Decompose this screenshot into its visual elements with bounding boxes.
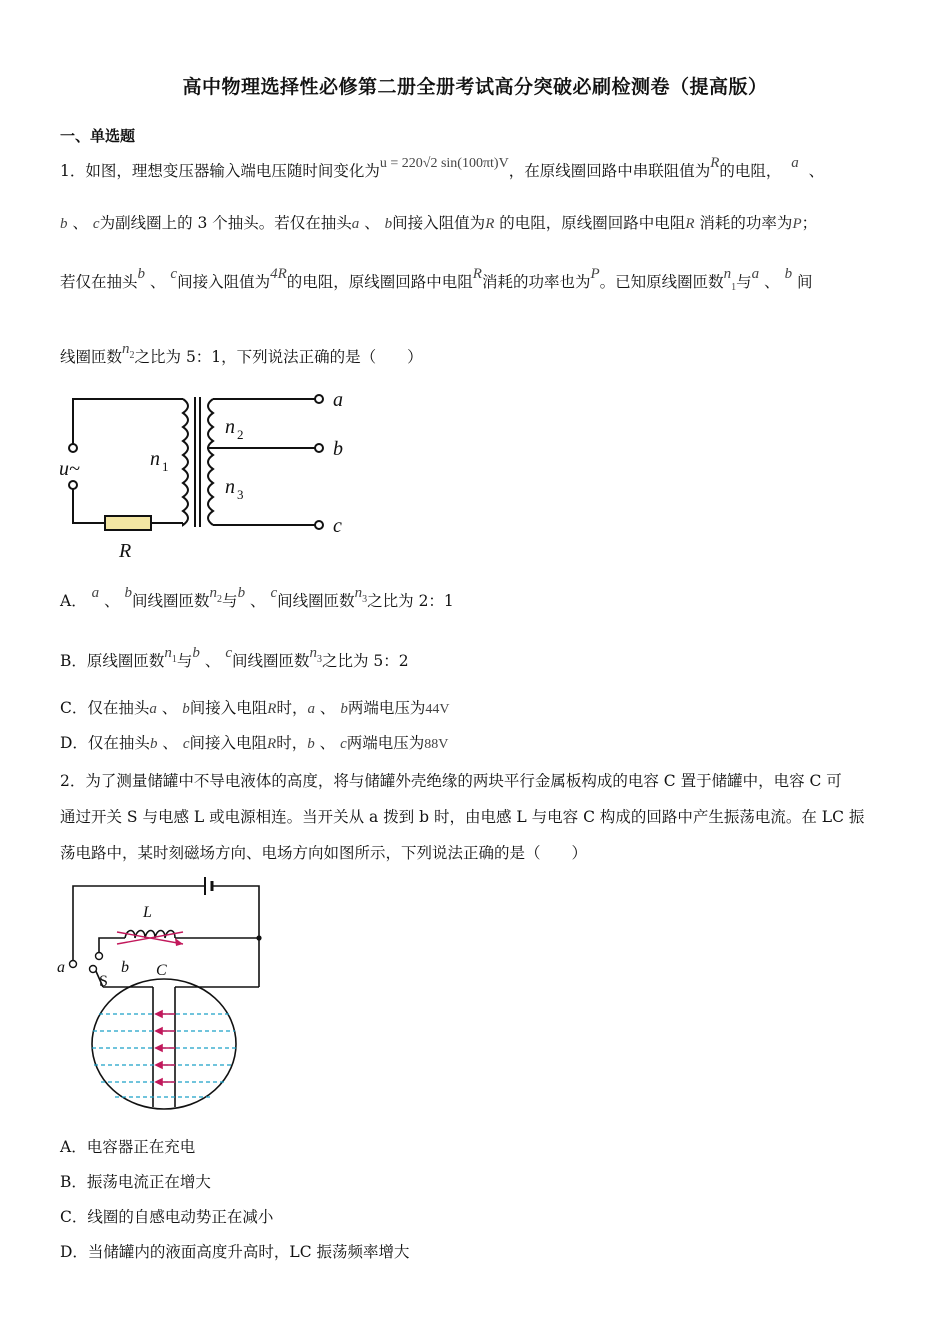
- svg-text:1: 1: [162, 459, 169, 474]
- q1-voltage-formula: u = 220√2 sin(100πt)V: [379, 156, 509, 171]
- q2-line-2: 通过开关 S 与电感 L 或电源相连。当开关从 a 拨到 b 时，由电感 L 与电容 C 构成的回路中产生振荡电流。在 LC 振: [60, 808, 865, 826]
- fig1-n1-label: n: [150, 448, 160, 470]
- fig2-c-label: C: [156, 962, 167, 979]
- fig2-a-label: a: [57, 959, 65, 976]
- section-heading: 一、单选题: [60, 127, 136, 145]
- fig1-b-label: b: [333, 438, 343, 460]
- q1-option-d: D．仅在抽头b 、 c间接入电阻R时，b 、 c两端电压为88V: [60, 734, 449, 752]
- page-title: 高中物理选择性必修第二册全册考试高分突破必刷检测卷（提高版）: [182, 76, 768, 98]
- svg-text:2: 2: [237, 427, 244, 442]
- q1-option-a: A． a 、 b间线圈匝数$n^2$与b 、 c间线圈匝数$n^3$之比为 2：1: [60, 585, 454, 610]
- q2-option-a: A．电容器正在充电: [60, 1138, 196, 1156]
- fig1-a-label: a: [333, 389, 343, 411]
- q1-option-c: C．仅在抽头a 、 b间接入电阻R时，a 、 b两端电压为44V: [60, 699, 450, 717]
- q2-option-d: D．当储罐内的液面高度升高时，LC 振荡频率增大: [60, 1243, 410, 1261]
- q1-line-2: b 、 c为副线圈上的 3 个抽头。若仅在抽头a 、 b间接入阻值为R 的电阻，原线圈回路中电阻R 消耗的功率为P；: [60, 214, 818, 232]
- q1-line-3: 若仅在抽头b 、 c间接入阻值为4R的电阻，原线圈回路中电阻R消耗的功率也为P。已知原线圈匝数n1与a 、 b 间: [60, 266, 813, 293]
- q1-option-b: B．原线圈匝数$n^1$与b 、 c间线圈匝数$n^3$之比为 5：2: [60, 645, 409, 670]
- fig2-b-label: b: [121, 959, 129, 976]
- fig2-l-label: L: [143, 904, 152, 921]
- fig1-u-label: u~: [59, 458, 80, 480]
- transformer-diagram: [55, 385, 365, 565]
- q2-line-1: 2．为了测量储罐中不导电液体的高度，将与储罐外壳绝缘的两块平行金属板构成的电容 C 置于储罐中，电容 C 可: [60, 772, 842, 790]
- svg-text:3: 3: [237, 487, 244, 502]
- fig2-s-label: S: [99, 973, 108, 990]
- q2-line-3: 荡电路中，某时刻磁场方向、电场方向如图所示，下列说法正确的是（ ）: [60, 844, 588, 862]
- q2-option-b: B．振荡电流正在增大: [60, 1173, 211, 1191]
- fig1-n2-label: n: [225, 416, 235, 438]
- fig1-r-label: R: [119, 540, 132, 562]
- fig1-c-label: c: [333, 515, 342, 537]
- q1-line-4: 线圈匝数$n^2$之比为 5：1，下列说法正确的是（ ）: [60, 341, 423, 366]
- q2-option-c: C．线圈的自感电动势正在减小: [60, 1208, 274, 1226]
- q1-line-1: 1．如图，理想变压器输入端电压随时间变化为u = 220√2 sin(100πt)V，在原线圈回路中串联阻值为R的电阻， a 、: [60, 155, 825, 180]
- lc-tank-diagram: [55, 872, 265, 1124]
- fig1-n3-label: n: [225, 476, 235, 498]
